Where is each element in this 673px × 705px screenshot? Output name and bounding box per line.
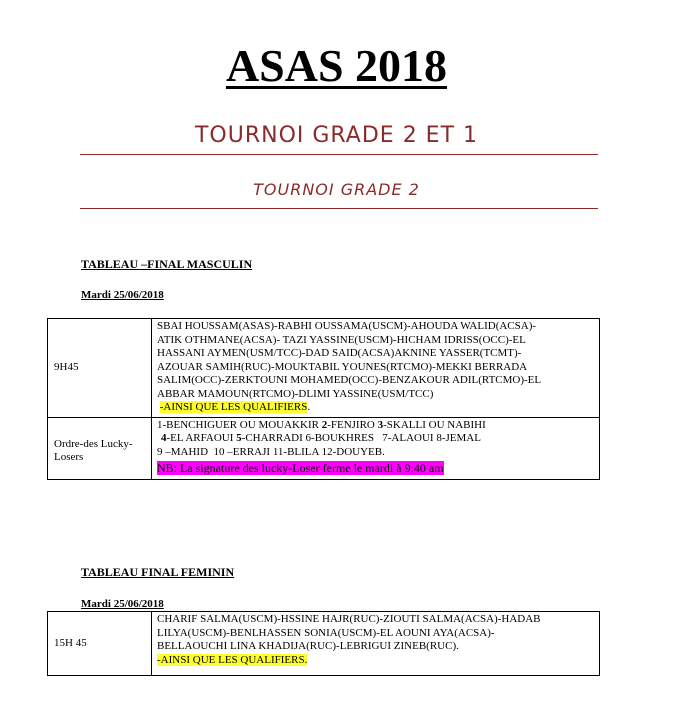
feminin-draw-table — [47, 611, 600, 676]
divider — [80, 208, 598, 209]
masculin-draw-table — [47, 318, 600, 480]
lucky-line: 4-EL ARFAOUI 5-CHARRADI 6-BOUKHRES 7-ALAOUI 8-JEMAL — [161, 432, 481, 444]
masculin-time: 9H45 — [48, 319, 152, 418]
tournament-subtitle: TOURNOI GRADE 2 ET 1 — [194, 123, 479, 148]
player-line: ABBAR MAMOUN(RTCMO)-DLIMI YASSINE(USM/TCC) — [157, 387, 434, 400]
divider — [80, 154, 598, 155]
player-line: CHARIF SALMA(USCM)-HSSINE HAJR(RUC)-ZIOUTI SALMA(ACSA)-HADAB — [157, 613, 541, 625]
player-line: HASSANI AYMEN(USM/TCC)-DAD SAID(ACSA)AKNINE YASSER(TCMT)- — [157, 347, 522, 359]
masculin-table-title: TABLEAU –FINAL MASCULIN — [81, 257, 253, 271]
lucky-losers-list — [152, 417, 600, 479]
lucky-line: 1-BENCHIGUER OU MOUAKKIR 2-FENJIRO 3-SKALLI OU NABIHI — [157, 418, 486, 431]
qualifiers-note — [157, 654, 595, 668]
section-heading: TOURNOI GRADE 2 — [253, 180, 420, 199]
page-title: ASAS 2018 — [225, 40, 448, 91]
table-row — [48, 417, 600, 479]
player-line: LILYA(USCM)-BENLHASSEN SONIA(USCM)-EL AOUNI AYA(ACSA)- — [157, 626, 495, 639]
nb-highlight: NB: La signature des lucky-Loser ferme le mardi à 9:40 am — [157, 461, 444, 475]
player-line: AZOUAR SAMIH(RUC)-MOUKTABIL YOUNES(RTCMO)-MEKKI BERRADA — [157, 360, 528, 373]
feminin-players — [152, 612, 600, 676]
feminin-table-title: TABLEAU FINAL FEMININ — [81, 565, 235, 579]
feminin-time: 15H 45 — [48, 612, 152, 676]
qualifiers-highlight: -AINSI QUE LES QUALIFIERS — [159, 401, 308, 413]
qualifiers-highlight: -AINSI QUE LES QUALIFIERS. — [157, 653, 308, 666]
masculin-players — [152, 319, 600, 418]
player-line: SBAI HOUSSAM(ASAS)-RABHI OUSSAMA(USCM)-AHOUDA WALID(ACSA)- — [157, 320, 537, 332]
player-line: BELLAOUCHI LINA KHADIJA(RUC)-LEBRIGUI ZINEB(RUC). — [157, 640, 459, 652]
masculin-date: Mardi 25/06/2018 — [81, 289, 164, 301]
table-row — [48, 612, 600, 676]
player-line: SALIM(OCC)-ZERKTOUNI MOHAMED(OCC)-BENZAKOUR ADIL(RTCMO)-EL — [157, 374, 542, 386]
qualifiers-note: -AINSI QUE LES QUALIFIERS. — [159, 401, 311, 413]
lucky-losers-label: Ordre-des Lucky-Losers — [48, 417, 152, 479]
nb-note — [157, 459, 595, 477]
lucky-line: 9 –MAHID 10 –ERRAJI 11-BLILA 12-DOUYEB. — [157, 445, 385, 458]
player-line: ATIK OTHMANE(ACSA)- TAZI YASSINE(USCM)-HICHAM IDRISS(OCC)-EL — [157, 333, 526, 346]
table-row — [48, 319, 600, 418]
feminin-date: Mardi 25/06/2018 — [81, 598, 164, 610]
